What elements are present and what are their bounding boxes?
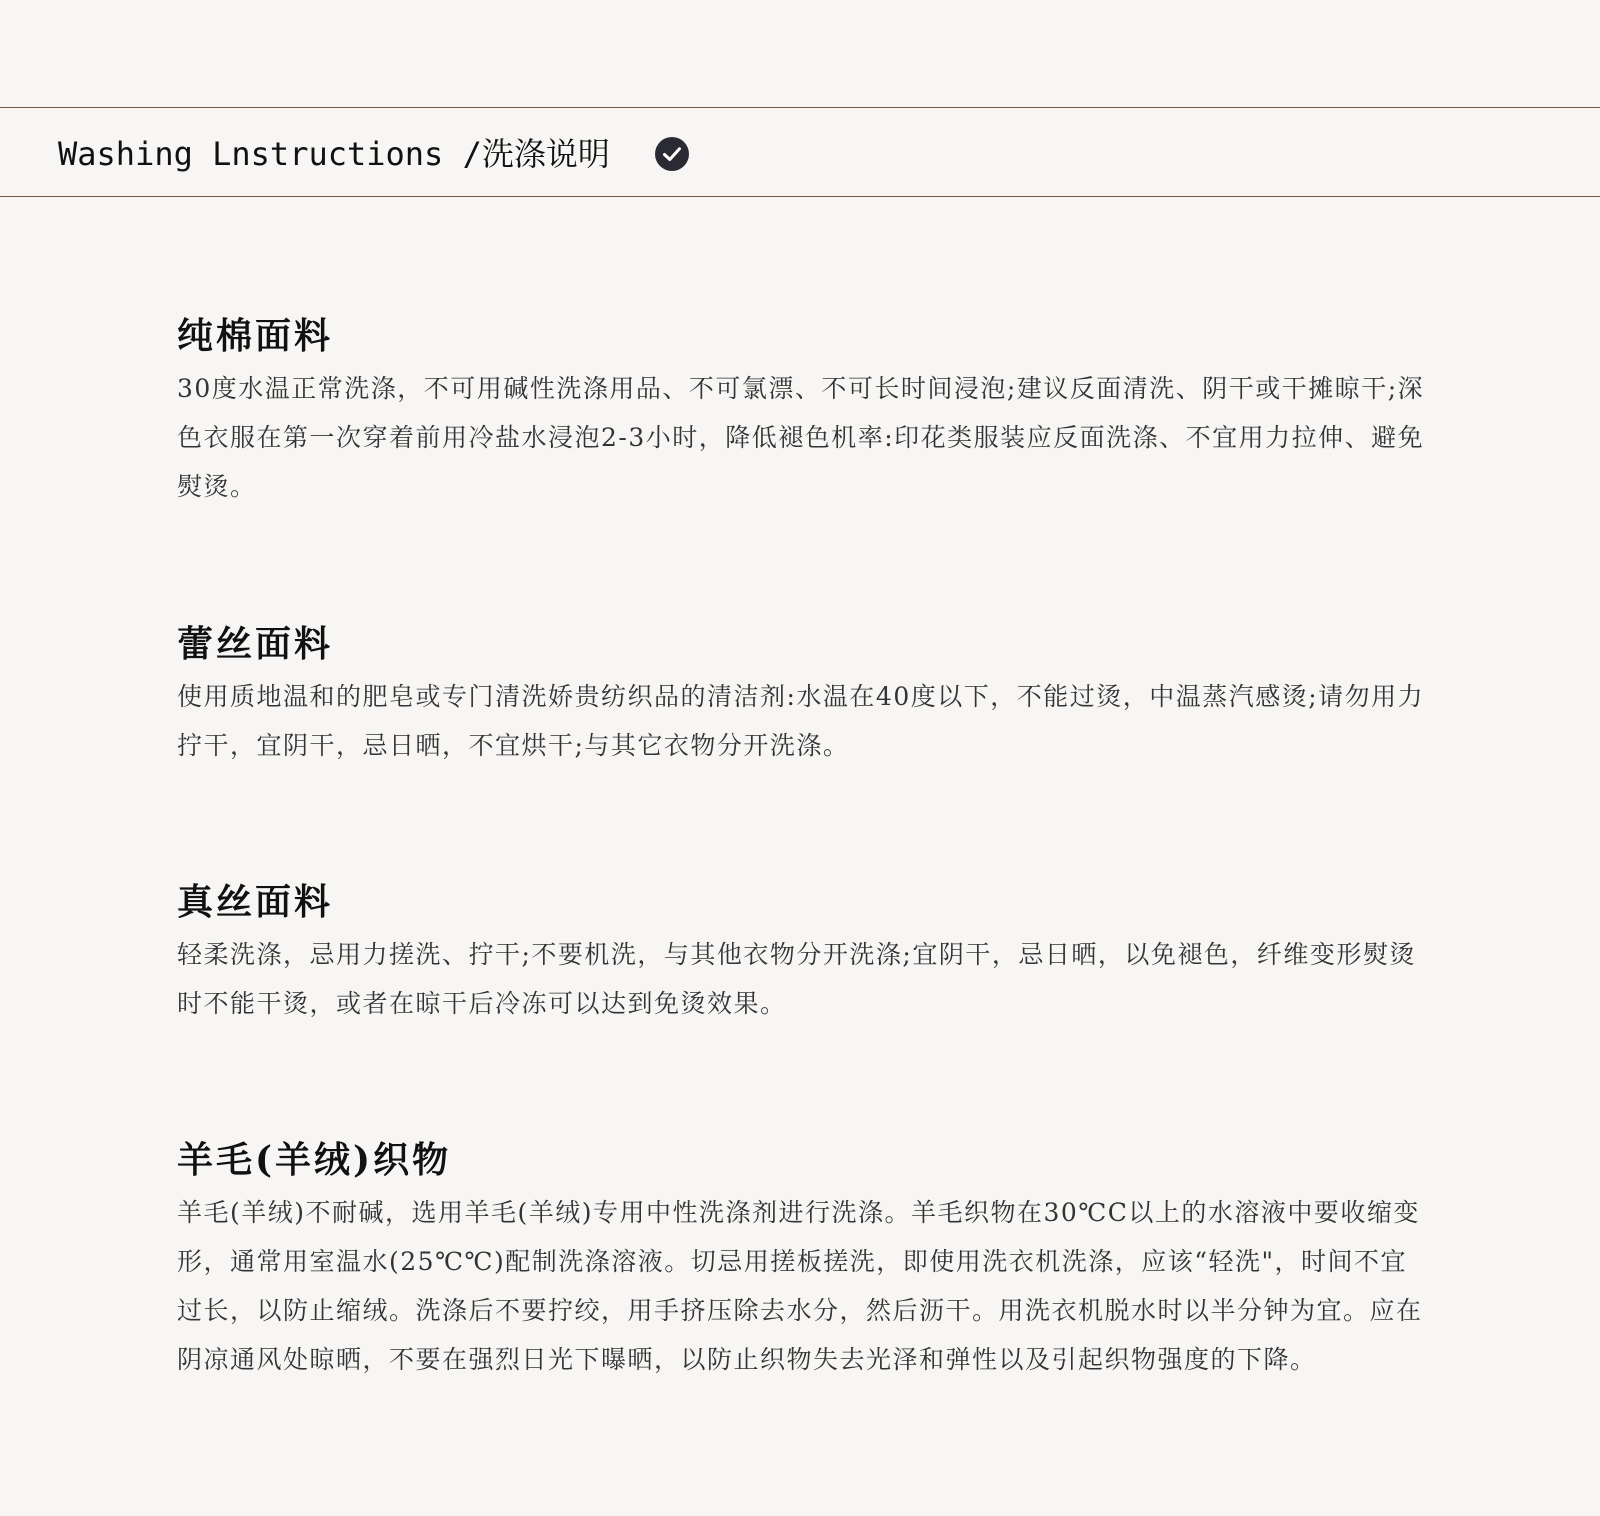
section-lace	[177, 622, 1427, 770]
section-title: 纯棉面料	[177, 315, 334, 357]
check-circle-icon	[654, 136, 690, 172]
section-silk	[177, 880, 1427, 1028]
section-wool	[177, 1138, 1427, 1384]
header-bar	[0, 107, 1600, 197]
section-title: 羊毛(羊绒)织物	[177, 1139, 452, 1181]
section-title: 真丝面料	[177, 881, 334, 923]
section-body: 30度水温正常洗涤，不可用碱性洗涤用品、不可氯漂、不可长时间浸泡;建议反面清洗、阴干或干摊晾干;深色衣服在第一次穿着前用冷盐水浸泡2-3小时，降低褪色机率:印花类服装应反面洗涤、不宜用力拉伸、避免熨烫。	[177, 374, 1425, 501]
section-body: 羊毛(羊绒)不耐碱，选用羊毛(羊绒)专用中性洗涤剂进行洗涤。羊毛织物在30℃C以上的水溶液中要收缩变形，通常用室温水(25℃℃)配制洗涤溶液。切忌用搓板搓洗，即使用洗衣机洗涤，应该“轻洗"，时间不宜过长，以防止缩绒。洗涤后不要拧绞，用手挤压除去水分，然后沥干。用洗衣机脱水时以半分钟为宜。应在阴凉通风处晾晒，不要在强烈日光下曝晒，以防止织物失去光泽和弹性以及引起织物强度的下降。	[177, 1198, 1423, 1374]
page-title: Washing Lnstructions /洗涤说明	[58, 135, 610, 173]
section-body: 使用质地温和的肥皂或专门清洗娇贵纺织品的清洁剂:水温在40度以下，不能过烫，中温蒸汽感烫;请勿用力拧干，宜阴干，忌日晒，不宜烘干;与其它衣物分开洗涤。	[177, 682, 1425, 760]
section-cotton	[177, 314, 1427, 511]
section-title: 蕾丝面料	[177, 623, 334, 665]
section-body: 轻柔洗涤，忌用力搓洗、拧干;不要机洗，与其他衣物分开洗涤;宜阴干，忌日晒，以免褪色，纤维变形熨烫时不能干烫，或者在晾干后冷冻可以达到免烫效果。	[177, 940, 1416, 1018]
